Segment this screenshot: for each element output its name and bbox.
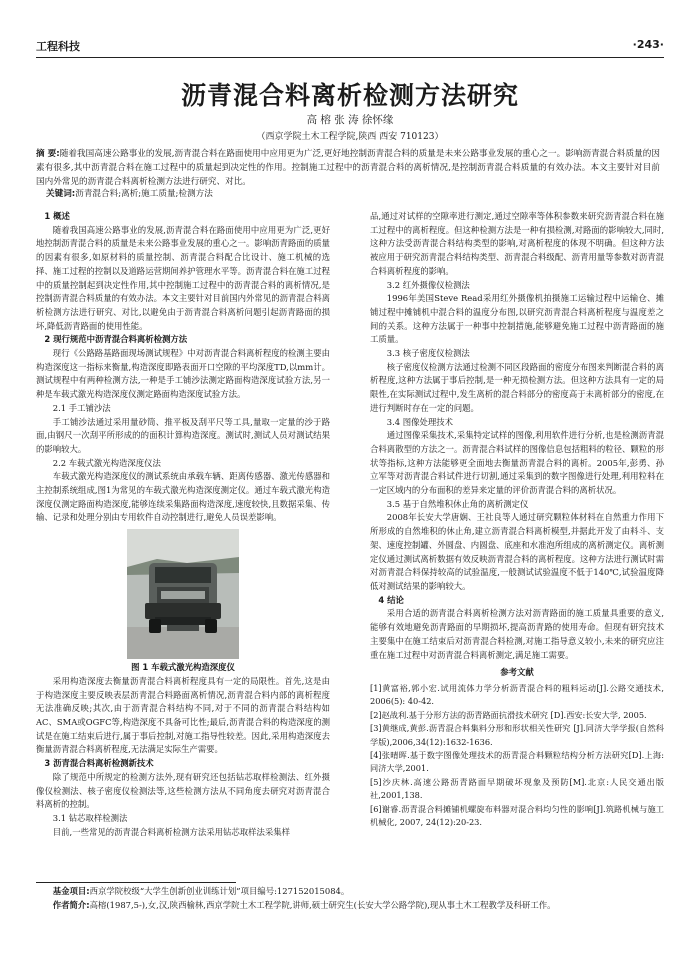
subsection-heading: 2.1 手工铺沙法 [52,402,111,413]
subsection-heading: 3.5 基于自然堆积休止角的离析测定仪 [386,498,529,509]
section-heading: 1 概述 [44,211,70,221]
reference-item: [6]谢睿.沥青混合料摊铺机螺旋布料器对混合料均匀性的影响[J].筑路机械与施工机械化, 2007, 24(12):20-23. [370,803,664,827]
subsection-heading: 3.1 钻芯取样检测法 [52,812,128,823]
abstract [36,147,660,190]
author-list: 高 榕 张 涛 徐怀缘 [306,114,394,126]
affiliation: （西京学院土木工程学院,陕西 西安 710123） [256,132,444,142]
reference-item: [3]黄继成,黄彭.沥青混合料集料分形和形状相关性研究 [J].同济大学学报(自然科学版),2006,34(12):1632-1636. [370,723,664,747]
paragraph: 采用构造深度去衡量沥青混合料离析程度具有一定的局限性。首先,这是由于构造深度主要反映表层沥青混合料路面离析情况,沥青混合料内部的离析程度无法准确反映;其次,由于沥青混合料结构不同,对于不同的沥青混合料结构如AC、SMA或OGFC等,构造深度不具备可比性;最后,沥青混合料的构造深度的测试是在施工结束后进行,属于事后控制,对施工指导性较差。因此,采用构造深度去衡量沥青混合料离析程度,无法满足实际生产需要。 [36,675,330,755]
paragraph: 手工铺沙法通过采用量砂筒、推平板及刮平尺等工具,量取一定量的沙于路面,由钢尺一次刮平所形成的的面积计算构造深度。测试时,测试人员对测试结果的影响较大。 [36,416,330,454]
figure-1 [36,529,330,675]
reference-item: [1]黄富裕,郭小宏.试用流体力学分析沥青混合料的粗料运动[J].公路交通技术, 2006(5): 40-42. [370,682,664,707]
fund-note [36,885,664,899]
page-number: ·243· [632,38,664,51]
left-column [36,210,330,839]
paragraph: 通过图像采集技术,采集特定试样的图像,利用软件进行分析,也是检测沥青混合料离散型的方法之一。沥青混合料试样的图像信息包括粗料的粒径、颗粒的形状等指标,这种方法能够更全面地去衡量沥青混合料的离析。2005年,彭勇、孙立军等对沥青混合料试件进行切割,通过采集到的数字图像进行处理,利用粒料在一定区域内的分布面积的差异来定量的评价沥青混合料的离析状况。 [370,430,664,496]
figure-caption: 图 1 车载式激光构造深度仪 [131,662,235,673]
paper-title: 沥青混合料离析检测方法研究 [180,81,519,110]
fund-text: 西京学院校级“大学生创新创业训练计划”项目编号:127152015084。 [89,886,350,896]
author-bio-text: 高榕(1987,5-),女,汉,陕西榆林,西京学院土木工程学院,讲师,硕士研究生(长安大学公路学院),现从事土木工程教学及科研工作。 [89,899,556,910]
paragraph: 核子密度仪检测方法通过检测不同区段路面的密度分布图来判断混合料的离析程度,这种方法属于事后控制,是一种无损检测方法。但这种方法具有一定的局限性,在实际测试过程中,发生离析的混合料部分的密度高于未离析部分的密度,在进行判断时存在一定的问题。 [370,361,664,413]
header-rule [36,57,664,58]
reference-item: [4]张晴晖.基于数字图像处理技术的沥青混合料颗粒结构分析方法研究[D].上海:同济大学,2001. [370,749,664,774]
paragraph: 除了规范中所规定的检测方法外,现有研究还包括钻芯取样检测法、红外摄像仪检测法、核子密度仪检测法等,这些检测方法从不同角度去研究对沥青混合料离析的控制。 [36,771,330,810]
author-note [36,899,664,913]
keywords [46,188,660,201]
footnotes [36,885,664,912]
section-heading: 4 结论 [378,594,404,605]
paragraph: 采用合适的沥青混合料离析检测方法对沥青路面的施工质量具重要的意义,能够有效地避免沥青路面的早期损坏,提高沥青路的使用寿命。但现有研究技术主要集中在施工结束后对沥青混合料检测,对施工指导意义较小,未来的研究应注重在施工过程中对沥青混合料离析测定,满足施工需要。 [370,608,664,660]
subsection-heading: 3.3 核子密度仪检测法 [386,348,470,359]
references-heading: 参考文献 [500,667,534,678]
subsection-heading: 3.2 红外摄像仪检测法 [386,279,470,290]
reference-item: [5]沙庆林.高速公路沥青路面早期破坏现象及预防[M].北京:人民交通出版社,2001,138. [370,776,664,801]
paragraph: 2008年长安大学唐娴、王社良等人通过研究颗粒体材料在自然重力作用下所形成的自然堆积的休止角,建立沥青混合料离析模型,并据此开发了由料斗、支架、速度控制罐、外圆盘、内圆盘、底座和水准泡所组成的离析测定仪。离析测定仪通过测试离析数据有效反映沥青混合料的离析程度。这种方法进行测试时需对沥青混合料保持较高的试验温度,一般测试试验温度不低于140℃,试验温度降低对测试结果的影响较大。 [370,512,664,591]
vehicle-photo [127,529,239,659]
right-column [370,210,664,829]
running-header [36,34,664,54]
paragraph: 随着我国高速公路事业的发展,沥青混合料在路面使用中应用更为广泛,更好地控制沥青混合料的质量是未来公路事业发展的重心之一。影响沥青路面的质量的因素有很多,如原材料的质量控制、沥青混合料配合比设计、施工机械的选择、施工过程的控制以及道路运营期间养护管理水平等。沥青混合料在施工过程中的质量控制起到决定性作用,其中控制施工过程中的沥青混合料的离析情况,是控制沥青混合料质量的有效办法。本文主要针对目前国内外常见的沥青混合料离析检测方法进行研究、对比,以避免由于沥青混合料离析问题引起沥青路面的损坏,降低沥青路面的使用性能。 [36,224,330,331]
abstract-label: 摘 要: [36,149,60,159]
section-heading: 3 沥青混合料离析检测新技术 [44,758,154,769]
fund-label: 基金项目: [52,886,90,896]
subsection-heading: 3.4 图像处理技术 [386,416,454,427]
abstract-text: 随着我国高速公路事业的发展,沥青混合料在路面使用中应用更为广泛,更好地控制沥青混合料的质量是未来公路事业发展的重心之一。影响沥青混合料质量的因素有很多,其中沥青混合料在施工过程中的质量起到决定性的作用。控制施工过程中的沥青混合料的离析情况,是控制沥青混合料质量的有效办法。本文主要针对目前国内外常见的沥青混合料离析检测方法进行研究、对比。 [36,149,660,188]
paragraph: 品,通过对试样的空隙率进行测定,通过空隙率等体积参数来研究沥青混合料在施工过程中的离析程度。但这种检测方法是一种有损检测,对路面的影响较大,同时,这种方法受沥青混合料结构类型的影响,对离析程度的体现不明确。但这种方法被应用于研究沥青混合料结构类型、沥青混合料级配、沥青用量等参数对沥青混合料离析程度的影响。 [370,211,664,276]
subsection-heading: 2.2 车载式激光构造深度仪法 [52,457,161,468]
paragraph: 车载式激光构造深度仪的测试系统由承载车辆、距离传感器、激光传感器和主控制系统组成,图1为常见的车载式激光构造深度测定仪。通过车载式激光构造深度仪测定路面构造深度,能够连续采集路面构造深度,速度较快,且数据采集、传输、记录和处理分别由专用软件自动控制进行,避免人员误差影响。 [36,471,330,523]
author-bio-label: 作者简介: [52,899,90,910]
laser-texture-vehicle-image [127,529,239,659]
keywords-text: 沥青混合料;离析;施工质量;检测方法 [75,189,213,199]
reference-item: [2]赵战利.基于分形方法的沥青路面抗滑技术研究 [D].西安:长安大学, 2005. [370,709,647,720]
paragraph: 现行《公路路基路面现场测试规程》中对沥青混合料离析程度的检测主要由构造深度这一指标来衡量,构造深度即路表面开口空隙的平均深度TD,以mm计。测试规程中有两种检测方法,一种是手工铺沙法测定路面构造深度试验方法,另一种是车载式激光构造深度仪测定路面构造深度试验方法。 [36,348,330,400]
section-heading: 2 现行规范中沥青混合料离析检测方法 [44,334,188,345]
paragraph: 目前,一些常见的沥青混合料离析检测方法采用钻芯取样法采集样 [52,826,290,837]
footnote-rule [36,882,236,883]
paragraph: 1996年美国Steve Read采用红外摄像机拍摄施工运输过程中运输仓、摊铺过程中摊铺机中混合料的温度分布图,以研究沥青混合料离析程度与温度差之间的关系。这种方法属于一种事中控制措施,能够避免施工过程中沥青路面的施工质量。 [370,293,664,345]
keywords-label: 关键词: [46,189,76,199]
journal-name: 工程科技 [36,40,80,53]
